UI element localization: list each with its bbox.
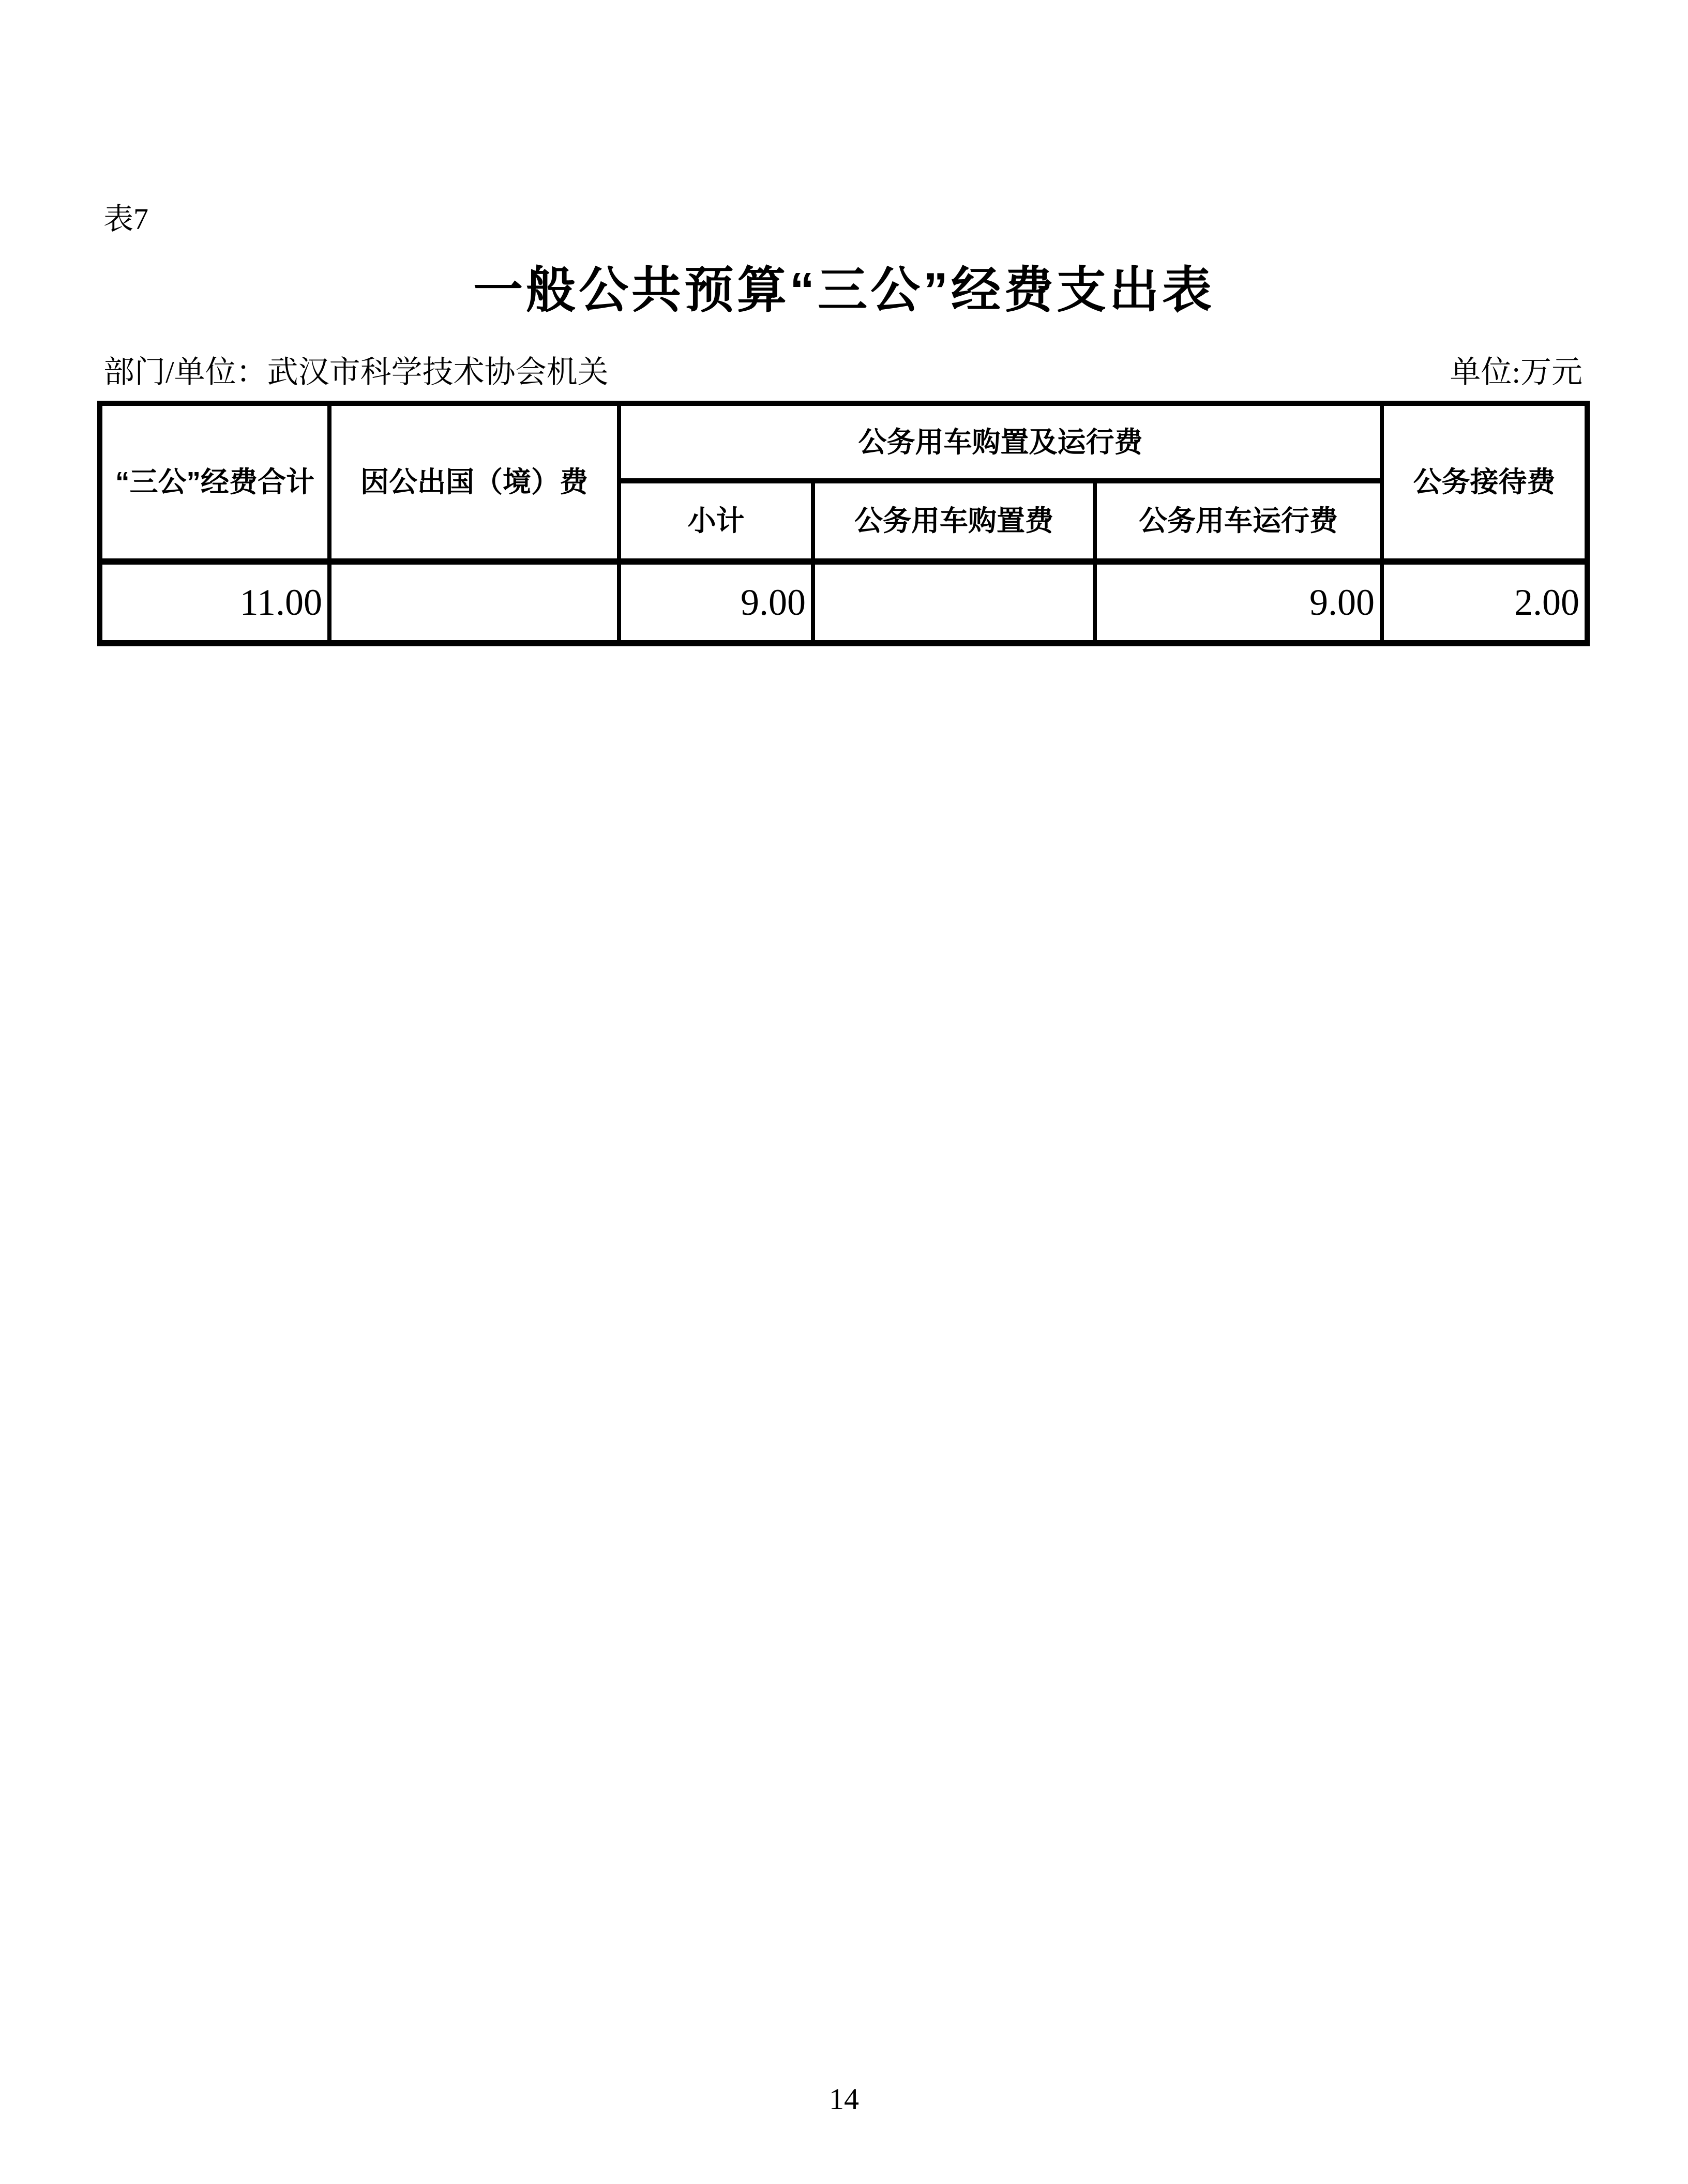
cell-vehicle-subtotal: 9.00 bbox=[619, 562, 813, 643]
page-title: 一般公共预算“三公”经费支出表 bbox=[473, 263, 1215, 318]
cell-vehicle-operation: 9.00 bbox=[1095, 562, 1382, 643]
table-data-row bbox=[100, 562, 1587, 643]
meta-line bbox=[97, 354, 1585, 391]
header-abroad-fee: 因公出国（境）费 bbox=[329, 403, 619, 562]
header-vehicle-operation: 公务用车运行费 bbox=[1095, 481, 1382, 562]
header-vehicle-subtotal: 小计 bbox=[619, 481, 813, 562]
table-header-row-1 bbox=[100, 403, 1587, 481]
sangong-expense-table bbox=[97, 401, 1590, 646]
cell-vehicle-purchase bbox=[813, 562, 1095, 643]
table-number-label: 表7 bbox=[103, 202, 149, 236]
cell-sangong-total: 11.00 bbox=[100, 562, 329, 643]
department-unit-label: 部门/单位：武汉市科学技术协会机关 bbox=[103, 355, 609, 389]
header-vehicle-purchase: 公务用车购置费 bbox=[813, 481, 1095, 562]
header-vehicle-group: 公务用车购置及运行费 bbox=[619, 403, 1382, 481]
cell-reception-fee: 2.00 bbox=[1382, 562, 1587, 643]
currency-unit-label: 单位:万元 bbox=[1450, 355, 1583, 389]
cell-abroad-fee bbox=[329, 562, 619, 643]
page-number: 14 bbox=[829, 2082, 859, 2116]
header-sangong-total: “三公”经费合计 bbox=[100, 403, 329, 562]
header-reception-fee: 公务接待费 bbox=[1382, 403, 1587, 562]
